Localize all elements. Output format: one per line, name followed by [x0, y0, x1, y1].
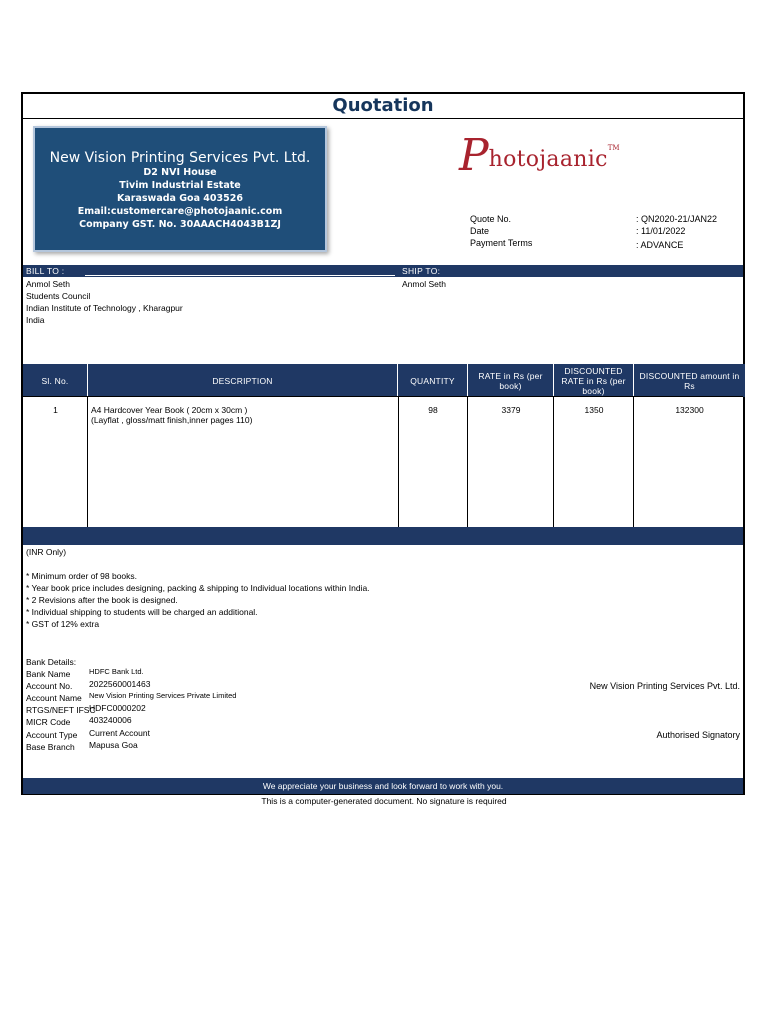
- account-no-value: 2022560001463: [89, 679, 151, 689]
- note-2: * Year book price includes designing, packing & shipping to Individual locations within India.: [26, 583, 370, 593]
- bank-name-label: Bank Name: [26, 669, 71, 679]
- column-divider: [87, 397, 88, 527]
- row-description-line-1: A4 Hardcover Year Book ( 20cm x 30cm ): [91, 405, 248, 415]
- note-4: * Individual shipping to students will be charged an additional.: [26, 607, 258, 617]
- header-rate: RATE in Rs (per book): [468, 364, 554, 397]
- company-name: New Vision Printing Services Pvt. Ltd.: [49, 150, 311, 166]
- row-rate: 3379: [501, 405, 521, 415]
- ship-to-address: [402, 278, 446, 290]
- company-info-box: [33, 126, 327, 252]
- ship-to-line-1: Anmol Seth: [402, 279, 446, 289]
- micr-value: 403240006: [89, 715, 132, 725]
- payment-terms-label: Payment Terms: [470, 238, 533, 248]
- bill-to-underline: [85, 275, 395, 276]
- account-name-label: Account Name: [26, 693, 82, 703]
- document-title: Quotation: [332, 95, 434, 116]
- column-divider: [553, 397, 554, 527]
- column-divider: [467, 397, 468, 527]
- logo-initial: P: [459, 130, 489, 181]
- payment-terms-value: : ADVANCE: [636, 240, 684, 250]
- bill-to-address: [26, 278, 183, 326]
- row-amount: 132300: [675, 405, 704, 415]
- header-quantity: QUANTITY: [398, 364, 468, 397]
- account-name-value: New Vision Printing Services Private Limited: [89, 691, 237, 700]
- company-email: Email:customercare@photojaanic.com: [77, 206, 283, 217]
- ship-to-label: SHIP TO:: [402, 266, 441, 276]
- company-address-line-3: Karaswada Goa 403526: [117, 193, 243, 204]
- row-discounted-rate: 1350: [584, 405, 604, 415]
- quotation-frame: [21, 92, 745, 795]
- bank-details-heading: Bank Details:: [26, 657, 77, 667]
- bill-to-line-3: Indian Institute of Technology , Kharagpur: [26, 303, 183, 313]
- bill-to-label: BILL TO :: [26, 266, 65, 276]
- footer-message: We appreciate your business and look forward to work with you.: [23, 778, 743, 794]
- header-discounted-amount: DISCOUNTED amount in Rs: [634, 364, 745, 397]
- logo-trademark: TM: [607, 144, 620, 152]
- note-1: * Minimum order of 98 books.: [26, 571, 138, 581]
- account-type-value: Current Account: [89, 728, 150, 738]
- bill-to-line-1: Anmol Seth: [26, 279, 70, 289]
- base-branch-value: Mapusa Goa: [89, 740, 138, 750]
- quote-no-label: Quote No.: [470, 214, 512, 224]
- column-divider: [633, 397, 634, 527]
- column-divider: [398, 397, 399, 527]
- ifsc-label: RTGS/NEFT IFSC: [26, 705, 96, 715]
- note-3: * 2 Revisions after the book is designed.: [26, 595, 178, 605]
- photojaanic-logo: [459, 130, 620, 181]
- bill-to-line-2: Students Council: [26, 291, 91, 301]
- date-label: Date: [470, 226, 490, 236]
- company-address-line-1: D2 NVI House: [143, 167, 217, 178]
- header-discounted-rate: DISCOUNTED RATE in Rs (per book): [554, 364, 634, 397]
- bill-to-line-4: India: [26, 315, 45, 325]
- date-value: : 11/01/2022: [636, 226, 686, 236]
- quote-no-value: : QN2020-21/JAN22: [636, 214, 718, 224]
- signatory-company: New Vision Printing Services Pvt. Ltd.: [589, 681, 740, 691]
- computer-generated-note: This is a computer-generated document. No signature is required: [261, 796, 507, 806]
- base-branch-label: Base Branch: [26, 742, 75, 752]
- table-header-rule: [23, 396, 743, 397]
- header-sl-no: Sl. No.: [23, 364, 88, 397]
- authorised-signatory: Authorised Signatory: [656, 730, 740, 740]
- logo-text: hotojaanic: [488, 147, 608, 172]
- bank-name-value: HDFC Bank Ltd.: [89, 667, 144, 676]
- bill-ship-bar: [23, 265, 743, 277]
- row-sl-no: 1: [53, 405, 58, 415]
- total-bar: [23, 527, 743, 545]
- note-5: * GST of 12% extra: [26, 619, 100, 629]
- account-type-label: Account Type: [26, 730, 78, 740]
- row-description-line-2: (Layflat , gloss/matt finish,inner pages 110): [91, 415, 253, 425]
- row-description: [91, 405, 391, 425]
- company-gst: Company GST. No. 30AAACH4043B1ZJ: [79, 219, 281, 230]
- micr-label: MICR Code: [26, 717, 71, 727]
- account-no-label: Account No.: [26, 681, 73, 691]
- title-divider: [23, 118, 743, 119]
- company-address-line-2: Tivim Industrial Estate: [119, 180, 241, 191]
- currency-note: (INR Only): [26, 547, 67, 557]
- row-quantity: 98: [428, 405, 438, 415]
- header-description: DESCRIPTION: [88, 364, 398, 397]
- ifsc-value: HDFC0000202: [89, 703, 146, 713]
